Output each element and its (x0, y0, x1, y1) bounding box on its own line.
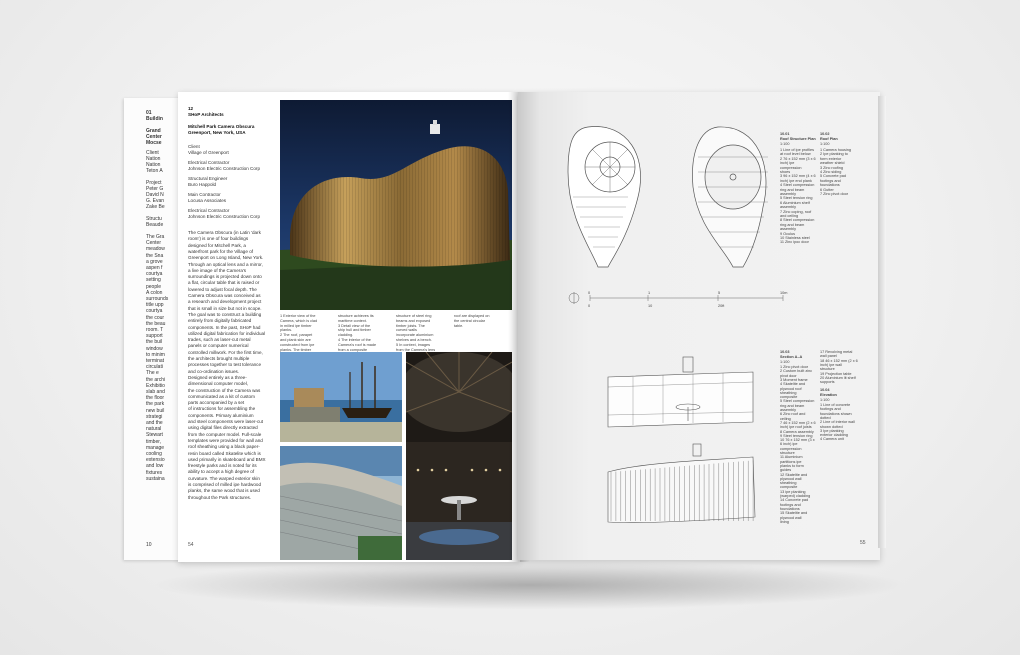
legend-line: 18 46 x 152 mm (2 x 6 (820, 358, 858, 363)
legend-line: assembly (780, 205, 797, 210)
under-body-line: fixtures (146, 469, 163, 476)
drawing-scale: 1:100 (780, 360, 790, 364)
legend-line: 10 Stainless steel (780, 236, 810, 240)
page-edges (878, 96, 886, 548)
caption-line: Camera, which is clad (280, 318, 318, 323)
legend-line: 4 Steel compression (780, 183, 815, 188)
caption-line: structure of steel ring (396, 314, 432, 318)
legend-line: ceiling (780, 416, 791, 421)
legend-line: and ceiling (780, 214, 799, 218)
scale-label: 0 (588, 304, 591, 308)
body-line: designed for Mitchell Park, a (188, 242, 246, 248)
under-body-line: support (146, 333, 163, 340)
under-body-line: the floor (146, 395, 165, 402)
credit-name: Locusa Associates (188, 198, 227, 203)
body-line: roof sheathing using a black paper- (188, 444, 260, 450)
caption-line: Camera's roof is made (338, 342, 377, 347)
credit-name: Buro Happold (188, 182, 217, 187)
caption-line: cladding. (338, 333, 354, 338)
body-line: processes together to test tolerance (188, 362, 262, 368)
under-credit-line: Client (146, 150, 159, 156)
body-line: waterfront park for the Village of (188, 248, 254, 254)
legend-line: ring and beam (780, 403, 805, 408)
project-location: Greenport, New York, USA (188, 130, 246, 135)
body-line: components. Primary aluminium (188, 412, 254, 418)
under-body-line: strategi (146, 413, 163, 420)
under-credit-line: Project (146, 180, 162, 186)
drawing-number: 10.03 (780, 350, 790, 354)
legend-line: 9 Oculus (780, 231, 795, 236)
caption-line: from the Camera's lens (396, 347, 436, 352)
body-line: a research and development project (188, 299, 262, 305)
caption-line: 4 The interior of the (338, 338, 371, 342)
under-page-number: 10 (146, 542, 152, 548)
body-line: and co-ordination issues. (188, 368, 240, 374)
caption-line: timber joists. The (396, 323, 425, 328)
under-credit-line: Zake Be (146, 204, 165, 210)
body-line: entirely from digitally fabricated (188, 318, 252, 324)
caption-line: incorporate aluminium (396, 333, 434, 338)
scale-label: 5 (718, 291, 721, 295)
under-credit-line: Peter G (146, 186, 164, 192)
legend-line: structure (820, 367, 835, 372)
book-shadow (150, 560, 910, 610)
under-body-line: and low (146, 463, 164, 470)
legend-line: lining (780, 519, 789, 524)
legend-line: 14 Concrete pad (780, 498, 809, 503)
body-line: The Camera Obscura (in Latin 'dark (188, 230, 261, 235)
under-body-line: Center (146, 240, 162, 247)
drawing-number: 10.04 (820, 388, 830, 392)
body-line: trades, such as laser-cut metal (188, 337, 251, 343)
caption-line: in milled ipe timber (280, 323, 312, 328)
under-credit-line: David N (146, 192, 164, 198)
drawing-scale: 1:100 (820, 398, 830, 402)
legend-line: 4 Zinc siding (820, 170, 842, 174)
under-body-line: to minim (146, 351, 165, 358)
drawing-number: 10.02 (820, 132, 830, 136)
body-line: using digital files directly extracted (188, 425, 258, 431)
legend-line: 1 Camera housing (820, 148, 852, 152)
legend-line: form exterior (820, 156, 842, 161)
body-line: communicated as a kit of custom (188, 393, 255, 399)
credit-role: Electrical Contractor (188, 160, 230, 165)
legend-line: shoes (780, 170, 791, 174)
legend-line: 17 Revolving metal (820, 350, 853, 354)
legend-line: wall panel (820, 354, 837, 359)
left-page (178, 92, 520, 562)
body-line: controlled millwork. For the first time, (188, 349, 263, 355)
body-line: room') is one of four buildings (188, 236, 249, 242)
legend-line: assembly (780, 408, 797, 412)
roof-detail-photo (280, 446, 402, 560)
caption-line: ship hull and timber (338, 328, 371, 333)
body-line: freestyle parks and is noted for its (188, 463, 257, 469)
scale-label: 10 (648, 304, 653, 308)
legend-line: inch) ipe wall (820, 362, 842, 367)
legend-line: 11 Zinc ipoc door (780, 240, 809, 245)
legend-line: plywood roof (780, 386, 802, 391)
under-body-line: The Gra (146, 234, 165, 240)
legend-line: 7 Zinc coping, roof (780, 209, 812, 214)
under-body-line: aspen f (146, 265, 163, 271)
interior-photo (406, 352, 512, 560)
under-body-line: title upp (146, 302, 164, 309)
legend-line: partitions ipe (780, 459, 802, 464)
scale-label: 0 (588, 291, 591, 295)
under-body-line: extensio (146, 457, 165, 464)
credit-role: Client (188, 144, 200, 149)
caption-line: planks. (280, 328, 293, 333)
under-body-line: slab and (146, 389, 165, 395)
under-body-line: the buil (146, 339, 163, 346)
body-line: Designed entirely as a three- (188, 374, 247, 380)
legend-line: 1 Zinc pivot door (780, 365, 809, 369)
body-line: from the computer model. Full-scale (188, 431, 262, 437)
legend-line: foundations (820, 183, 840, 188)
under-body-line: courtya (146, 271, 163, 278)
legend-line: compression (780, 165, 802, 170)
legend-line: footings and (780, 502, 801, 507)
under-body-line: circulati (146, 364, 163, 371)
body-line: the architects brought multiple (188, 356, 250, 361)
legend-line: sheathing (780, 481, 797, 486)
legend-line: pivot door (780, 373, 797, 378)
caption-line: constructed from ipe (280, 342, 315, 347)
legend-line: dotted (820, 415, 831, 420)
roof-plan (692, 127, 768, 267)
harbor-photo (280, 352, 402, 442)
legend-line: structure (780, 451, 795, 455)
scale-label: 20ft (718, 304, 725, 308)
legend-line: 3 Moment frame (780, 377, 808, 382)
body-line: dimensional computer model, (188, 381, 249, 387)
legend-line: 6 Aluminium shelf (780, 200, 810, 205)
legend-line: 3 Zinc roofing (820, 165, 844, 170)
under-body-line: The e (146, 370, 159, 377)
caption-line: structure achieves its (338, 314, 374, 318)
under-body-line: room. T (146, 327, 164, 333)
legend-line: 8 Camera assembly (780, 429, 814, 434)
drawing-scale: 1:100 (780, 142, 790, 146)
under-body-line: manage (146, 444, 165, 451)
legend-line: assembly (780, 227, 797, 232)
drawing-title: Roof Structure Plan (780, 137, 816, 141)
legend-line: weather shield (820, 161, 845, 166)
body-line: of instructions for assembling the (188, 406, 256, 412)
right-page (518, 92, 880, 560)
under-credit-line: G. Evan (146, 198, 165, 204)
legend-line: 5 Steel tension ring (780, 196, 813, 201)
legend-line: supports (820, 380, 835, 385)
caption-line: planks. The timber (280, 347, 312, 352)
legend-line: ring and beam (780, 222, 805, 227)
legend-line: 4 Skatelite and (780, 382, 806, 387)
caption-line: from a composite (338, 347, 368, 352)
drawing-title: Section A–A (780, 355, 803, 359)
under-credit-line: Teton A (146, 168, 163, 174)
legend-line: 11 Aluminium (780, 455, 803, 460)
caption-line: the central circular (454, 318, 486, 323)
body-line: and steel components were laser-cut (188, 419, 264, 424)
legend-line: (warped) cladding (780, 494, 811, 498)
credit-name: Johnson Electric Construction Corp (188, 214, 261, 219)
legend-line: 3 Ipe planking (820, 428, 844, 433)
under-section: 01 (146, 110, 152, 116)
under-credit-line: Nation (146, 156, 161, 162)
legend-line: foundations shown (820, 411, 852, 416)
legend-line: ring and beam (780, 187, 805, 192)
under-title: Buildin (146, 116, 163, 122)
caption-line: 3 Detail view of the (338, 323, 371, 328)
legend-line: plywood wall (780, 476, 802, 481)
legend-line: compression (780, 446, 802, 451)
legend-line: 2 Line of interior wall (820, 420, 855, 425)
body-line: that is small in size but not in scope. (188, 305, 262, 311)
caption-line: beams and exposed (396, 318, 431, 323)
under-heading: Grand (146, 128, 161, 134)
section-a-a (608, 357, 753, 427)
under-body-line: Exhibitio (146, 382, 165, 389)
under-body-line: terminat (146, 358, 165, 364)
under-body-line: the beau (146, 320, 166, 327)
credit-role: Structural Engineer (188, 176, 228, 181)
legend-line: inch) ipe end plank (780, 178, 812, 183)
under-body-line: people (146, 283, 162, 290)
legend-line: 1 Line of concrete (820, 403, 851, 407)
body-line: Through an optical lens and a mirror, (188, 261, 263, 267)
under-body-line: sustaina (146, 475, 165, 482)
elevation (608, 444, 755, 523)
under-body-line: setting (146, 277, 161, 284)
legend-line: 8 Steel compression (780, 218, 815, 223)
legend-line: 2 Ipe planking to (820, 152, 848, 157)
drawing-title: Roof Plan (820, 137, 838, 141)
legend-line: sheathing (780, 390, 797, 395)
under-body-line: new buil (146, 407, 165, 414)
drawing-title: Elevation (820, 393, 837, 397)
body-line: surroundings is projected down onto (188, 274, 262, 280)
under-body-line: natural (146, 426, 162, 433)
credit-role: Main Contractor (188, 192, 221, 197)
legend-line: assembly (780, 192, 797, 196)
under-body-line: the cour (146, 314, 165, 321)
under-body-line: window (146, 345, 163, 352)
legend-line: footings and (820, 407, 841, 412)
section-number: 12 (188, 106, 194, 111)
body-line: a flat, circular table that is raised or (188, 280, 260, 286)
under-body-line: and the (146, 420, 163, 426)
legend-line: composite (780, 485, 798, 490)
legend-line: inch) ipe (780, 161, 795, 166)
roof-structure-plan (568, 127, 641, 267)
body-line: The goal was to construct a building (188, 311, 262, 317)
body-line: panels or computer numerical (188, 343, 249, 349)
under-credit-line: Beaude (146, 222, 164, 228)
under-body-line: a grove (146, 258, 163, 265)
under-credit-line: Nation (146, 162, 161, 168)
legend-line: 4 Camera unit (820, 437, 844, 442)
body-line: planks, the same wood that is used (188, 488, 260, 494)
legend-line: inch) ipe roof joists (780, 425, 812, 430)
legend-line: planks to form (780, 463, 804, 468)
caption-line: table. (454, 323, 464, 328)
legend-line: 10 76 x 152 mm (3 x (780, 438, 815, 443)
body-line: utilized digital fabrication for individual (188, 330, 266, 336)
legend-line: 3 96 x 152 mm (4 x 6 (780, 174, 816, 179)
legend-line: footings and (820, 178, 841, 183)
body-line: parts accompanied by a set (188, 400, 245, 406)
legend-line: shown dotted (820, 424, 843, 429)
body-line: the construction of the Camera was (188, 387, 261, 393)
under-heading: Mocse (146, 140, 162, 146)
drawing-number: 10.01 (780, 132, 790, 136)
legend-line: 15 Skatelite and (780, 511, 808, 516)
caption-line: maritime context. (338, 318, 367, 323)
credit-name: Johnson Electric Construction Corp (188, 166, 261, 171)
caption-line: roof are displayed on (454, 314, 490, 318)
body-line: lowered to adjust focal depth. The (188, 286, 257, 292)
under-body-line: the Sna (146, 252, 164, 259)
legend-line: 1 Line of ipe profiles (780, 148, 814, 152)
left-page-number: 54 (188, 542, 194, 548)
caption-line: 1 Exterior view of the (280, 314, 316, 318)
under-body-line: courtya (146, 308, 163, 315)
under-body-line: cooling (146, 451, 162, 457)
legend-line: exterior cladding (820, 433, 848, 438)
body-line: throughout the Park structures. (188, 494, 252, 500)
legend-line: guides (780, 468, 792, 473)
legend-line: 2 76 x 152 mm (3 x 6 (780, 156, 816, 161)
credit-name: Village of Greenport (188, 150, 229, 155)
body-line: curvature. The warped exterior skin (188, 475, 260, 481)
drawing-scale: 1:100 (820, 142, 830, 146)
under-body-line: surrounds (146, 296, 169, 302)
legend-line: plywood wall (780, 515, 802, 520)
scale-bar (569, 292, 783, 304)
under-body-line: the park (146, 401, 165, 408)
body-line: components. In the past, SHoP had (188, 324, 261, 330)
project-title: Mitchell Park Camera Obscura (188, 124, 255, 129)
under-body-line: meadow (146, 246, 165, 253)
legend-line: 9 Steel tension ring (780, 433, 813, 438)
legend-line: 7 Zinc pivot door (820, 192, 849, 196)
caption-line: 5 In context, images (396, 342, 430, 347)
legend-line: 5 Concrete pad (820, 174, 846, 179)
body-line: templates were provided for wall and (188, 437, 263, 443)
body-line: resin board called Skatelite which is (188, 450, 261, 456)
caption-line: shelves and a bench. (396, 338, 432, 342)
body-line: Greenport on Long Island, New York. (188, 255, 264, 261)
body-line: is comprised of milled ipe hardwood (188, 482, 262, 487)
underlying-left-page (124, 98, 184, 560)
main-photo (280, 100, 512, 310)
body-line: ability to accept a high degree of (188, 469, 255, 475)
legend-line: 6 Gutter (820, 187, 834, 192)
under-credit-line: Structu (146, 216, 162, 222)
legend-line: 19 Projection table (820, 371, 852, 376)
caption-line: curved walls (396, 328, 417, 333)
legend-line: composite (780, 395, 798, 400)
under-body-line: Stewart (146, 432, 163, 439)
legend-line: 2 Custom built zinc (780, 369, 813, 374)
body-line: Camera Obscura was conceived as (188, 293, 261, 298)
scale-label: 1 (648, 291, 651, 295)
scale-label: 10m (780, 291, 788, 295)
architect-name: SHoP Architects (188, 112, 224, 117)
right-page-number: 55 (860, 540, 866, 546)
legend-line: 7 46 x 152 mm (2 x 6 (780, 420, 816, 425)
body-line: used primarily in skateboard and BMX (188, 456, 266, 462)
body-line: a live image of the Camera's (188, 267, 247, 273)
credit-role: Electrical Contractor (188, 208, 230, 213)
legend-line: 13 ipe planking (780, 489, 806, 494)
legend-line: 20 Aluminium lit shelf (820, 375, 856, 380)
caption-line: and plank skin are (280, 338, 311, 342)
legend-line: 12 Skatelite and (780, 472, 808, 477)
legend-line: foundations (780, 506, 800, 511)
under-body-line: A colon (146, 289, 163, 296)
legend-line: 6 inch) ipe (780, 442, 798, 447)
legend-line: 6 Zinc roof and (780, 412, 806, 417)
legend-line: 5 Steel compression (780, 399, 815, 404)
under-body-line: the archi (146, 376, 166, 383)
under-heading: Center (146, 134, 162, 140)
caption-line: 2 The roof, parapet (280, 333, 313, 338)
legend-line: at roof level below (780, 152, 811, 157)
under-body-line: timber, (146, 438, 162, 445)
